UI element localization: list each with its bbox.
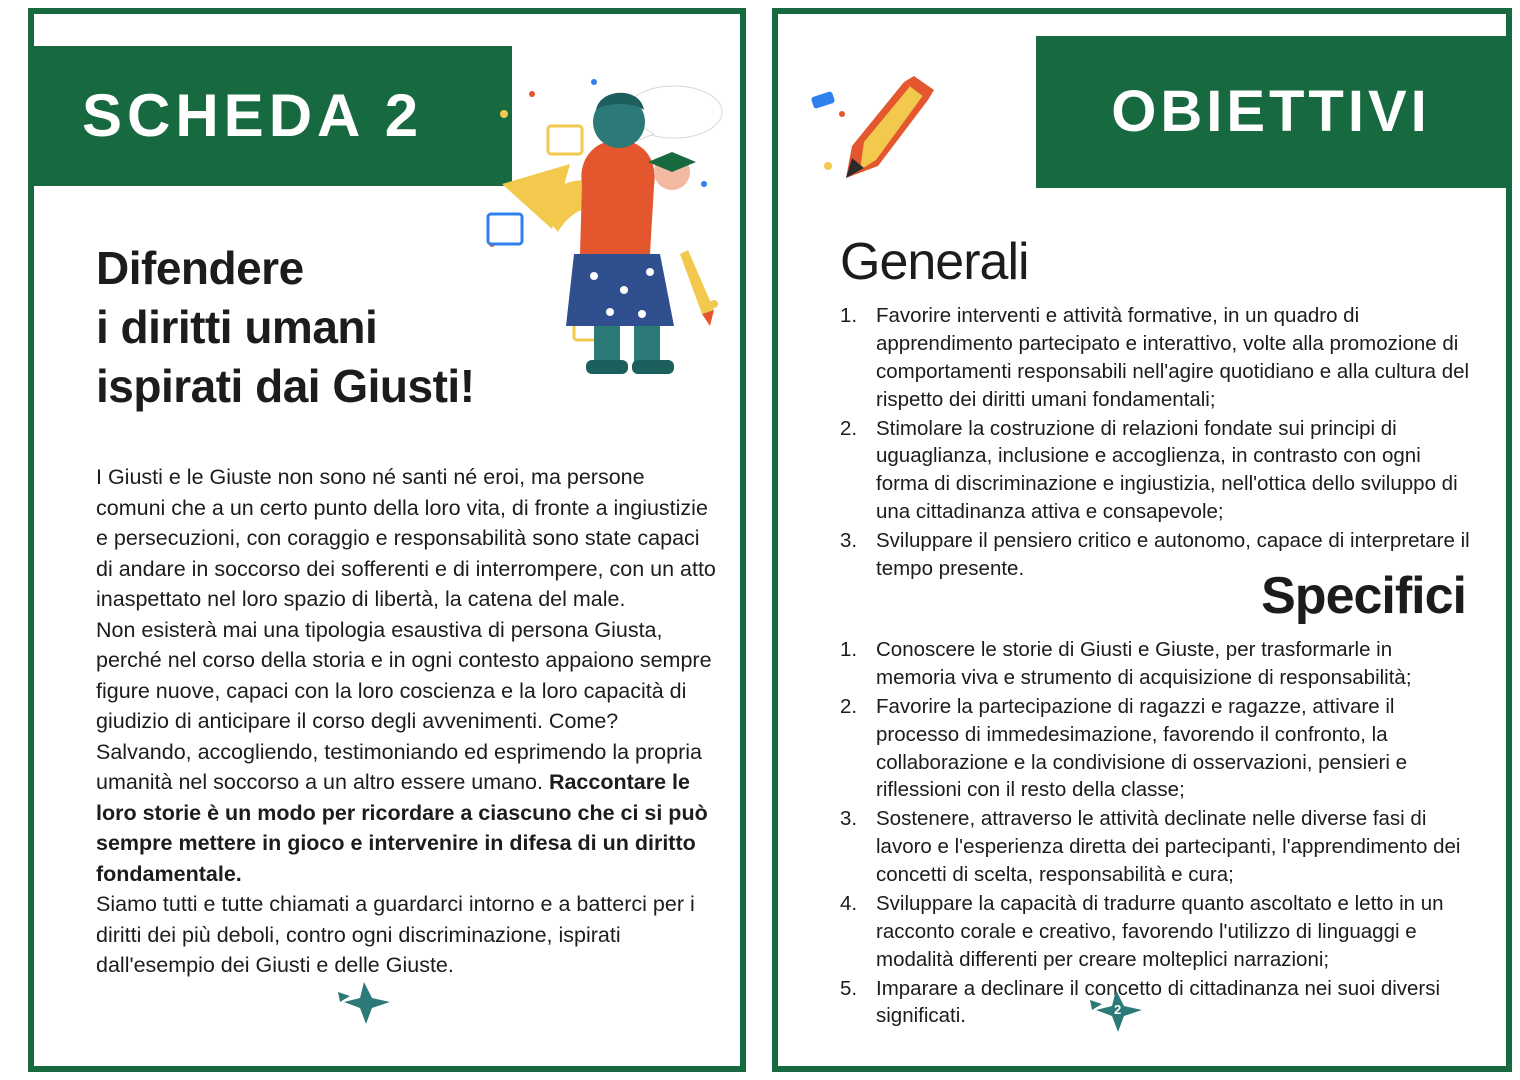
list-item-number: 1. bbox=[840, 304, 858, 327]
page-footer-notch bbox=[154, 1060, 214, 1072]
paragraph-2 bbox=[96, 615, 716, 890]
list-item-text: Sviluppare il pensiero critico e autonomo, capace di interpretare il tempo presente. bbox=[876, 529, 1470, 580]
list-item bbox=[840, 636, 1470, 692]
list-item bbox=[840, 890, 1470, 974]
star-badge-right bbox=[1086, 986, 1150, 1036]
paragraph-2-text: Non esisterà mai una tipologia esaustiva di persona Giusta, perché nel corso della storia e in ogni contesto appaiono sempre figure nuove, capaci con la loro coscienza e la loro capacità di giudizio di anticipare il corso degli avvenimenti. Come? Salvando, accogliendo, testimoniando ed esprimendo la propria umanità nel soccorso a un altro essere umano. bbox=[96, 617, 712, 795]
paragraph-2-bold: Raccontare le loro storie è un modo per ricordare a ciascuno che ci si può sempre mettere in gioco e intervenire in difesa di un diritto fondamentale. bbox=[96, 770, 708, 886]
list-item-number: 5. bbox=[840, 976, 858, 1000]
list-item-number: 1. bbox=[840, 638, 858, 661]
list-item-number: 2. bbox=[840, 416, 858, 440]
list-item-text: Sostenere, attraverso le attività declinate nelle diverse fasi di lavoro e l'esperienza diretta dei partecipanti, l'apprendimento dei concetti di scelta, responsabilità e cura; bbox=[876, 807, 1461, 886]
list-item-number: 2. bbox=[840, 694, 858, 718]
section-heading-generali: Generali bbox=[840, 233, 1029, 291]
list-item-number: 4. bbox=[840, 891, 858, 915]
list-item bbox=[840, 805, 1470, 889]
list-item-text: Favorire la partecipazione di ragazzi e ragazze, attivare il processo di immedesimazione, favorendo il confronto, la collaborazione e la condivisione di osservazioni, pensieri e riflessioni con il resto della classe; bbox=[876, 694, 1408, 802]
list-item-text: Imparare a declinare il concetto di cittadinanza nei suoi diversi significati. bbox=[876, 976, 1441, 1028]
pencil-illustration bbox=[808, 74, 998, 194]
obiettivi-banner bbox=[1036, 36, 1506, 188]
page-title-line-1: Difendere bbox=[96, 242, 304, 294]
list-item-text: Sviluppare la capacità di tradurre quanto ascoltato e letto in un racconto corale e creativo, favorendo l'utilizzo di linguaggi e modalità differenti per creare molteplici narrazioni; bbox=[876, 891, 1444, 971]
list-item-number: 3. bbox=[840, 529, 858, 552]
scheda-banner-label: SCHEDA 2 bbox=[82, 82, 424, 149]
page-title bbox=[96, 239, 616, 416]
list-item bbox=[840, 302, 1470, 414]
list-item bbox=[840, 693, 1470, 805]
section-heading-specifici: Specifici bbox=[1261, 567, 1466, 625]
page-title-line-3: ispirati dai Giusti! bbox=[96, 359, 475, 412]
list-item-text: Conoscere le storie di Giusti e Giuste, per trasformarle in memoria viva e strumento di acquisizione di responsabilità; bbox=[876, 638, 1412, 689]
objectives-list-generali bbox=[840, 302, 1470, 584]
objectives-list-specifici bbox=[840, 636, 1470, 1031]
intro-body-text bbox=[96, 462, 716, 981]
page-title-line-2: i diritti umani bbox=[96, 300, 378, 353]
list-item-text: Stimolare la costruzione di relazioni fondate sui principi di uguaglianza, inclusione e accoglienza, in contrasto con ogni forma di discriminazione e ingiustizia, nell'ottica dello sviluppo di una cittadinanza attiva e consapevole; bbox=[876, 416, 1458, 524]
page-footer-notch bbox=[898, 1060, 958, 1072]
list-item bbox=[840, 975, 1470, 1031]
star-badge-left bbox=[334, 978, 398, 1028]
page-right bbox=[772, 8, 1512, 1072]
star-badge-number: 2 bbox=[1114, 1002, 1122, 1017]
obiettivi-banner-label: OBIETTIVI bbox=[1111, 79, 1431, 144]
list-item bbox=[840, 415, 1470, 527]
page-left bbox=[28, 8, 746, 1072]
paragraph-1: I Giusti e le Giuste non sono né santi né eroi, ma persone comuni che a un certo punto della loro vita, di fronte a ingiustizie e persecuzioni, con coraggio e responsabilità sono state capaci di andare in soccorso dei sofferenti e di interrompere, con un atto inaspettato nel loro spazio di libertà, la catena del male. bbox=[96, 465, 716, 612]
scheda-banner bbox=[34, 46, 512, 186]
list-item-text: Favorire interventi e attività formative, in un quadro di apprendimento partecipato e interattivo, volte alla promozione di comportamenti responsabili nell'agire quotidiano e alla cultura del rispetto dei diritti umani fondamentali; bbox=[876, 304, 1470, 411]
paragraph-3: Siamo tutti e tutte chiamati a guardarci intorno e a batterci per i diritti dei più deboli, contro ogni discriminazione, ispirati dall'esempio dei Giusti e delle Giuste. bbox=[96, 892, 695, 978]
list-item-number: 3. bbox=[840, 807, 858, 831]
